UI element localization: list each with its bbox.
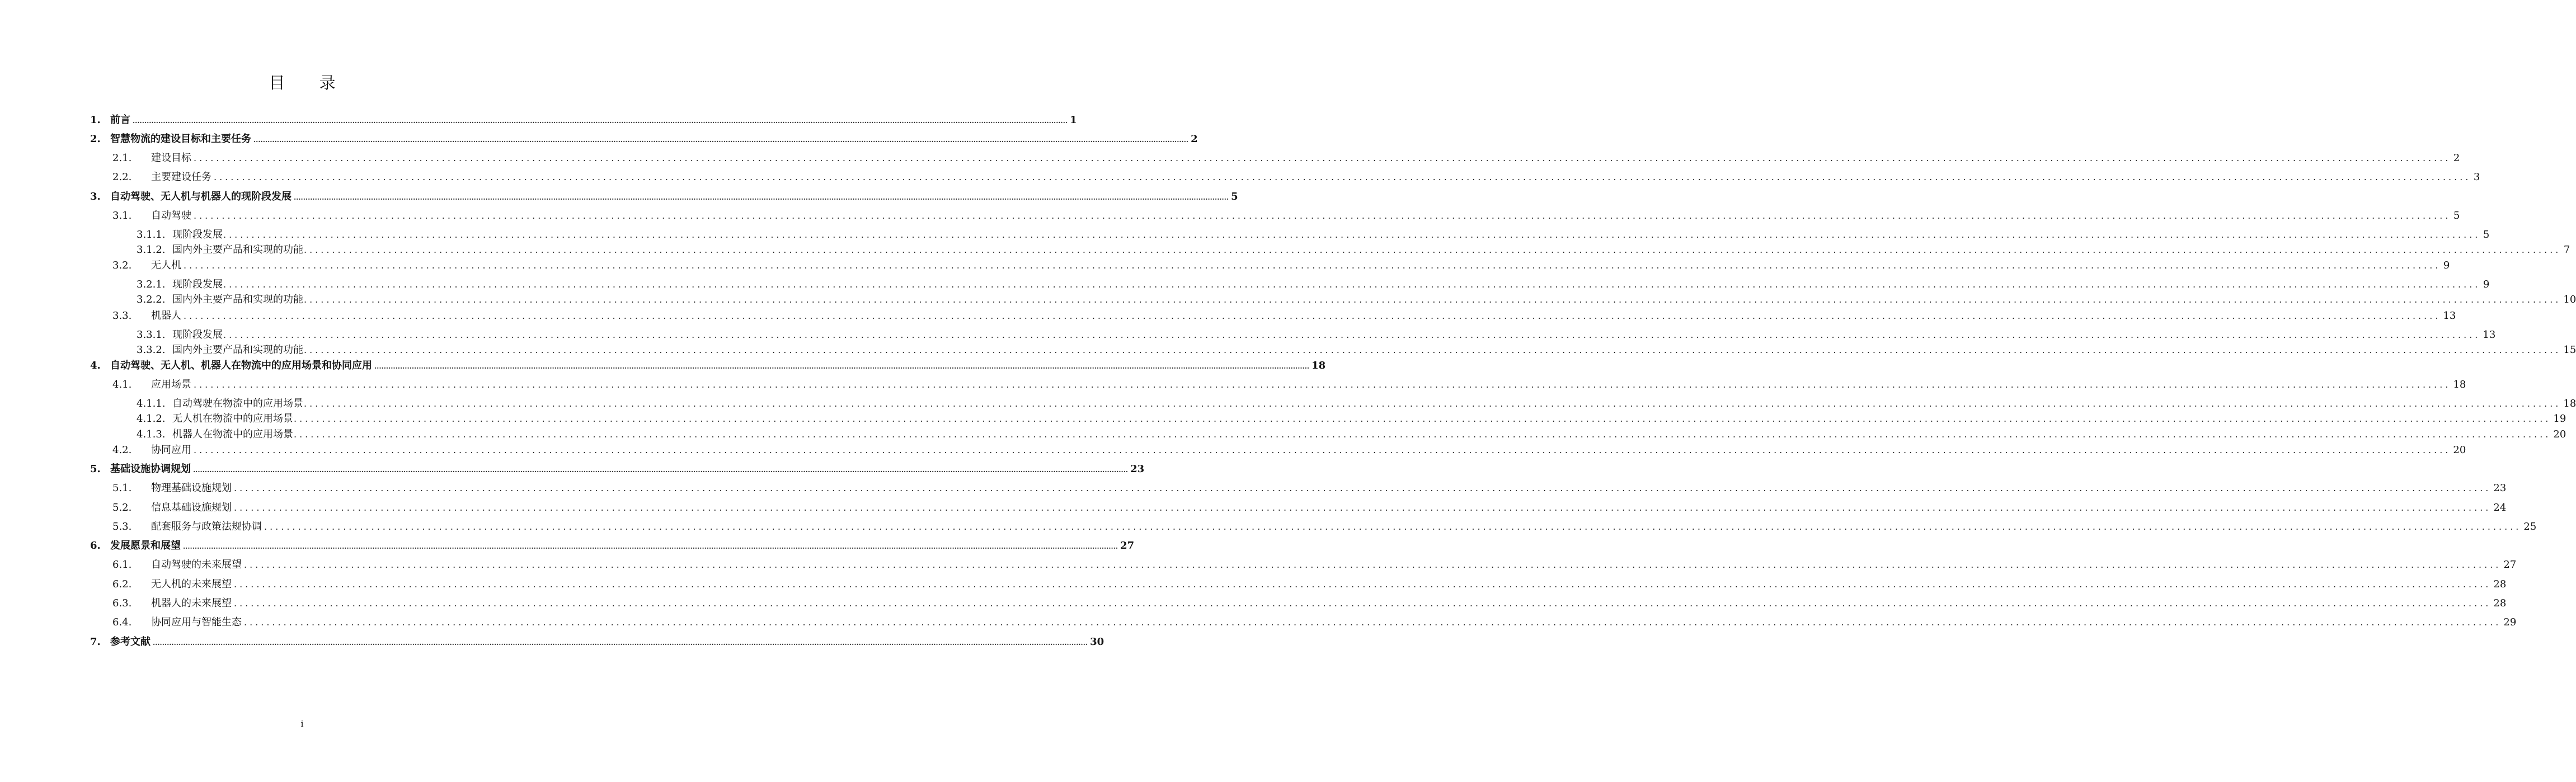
toc-entry-number: 6.1. [112,559,132,571]
toc-entry-title: 国内外主要产品和实现的功能 [172,244,303,256]
toc-entry[interactable] [137,291,2576,306]
toc-entry-number: 4.1.1. [137,398,166,409]
toc-entry-number: 3.2.1. [137,279,166,290]
toc-leader-dots: ................................................................................................................................................................................................................................................................................................................................................................................................................ [253,136,1189,144]
toc-entry[interactable] [112,169,2480,183]
toc-entry[interactable] [112,576,2507,591]
toc-entry-page: 15 [2563,344,2576,356]
toc-leader-dots: ................................................................................................................................................................................................................................................................................................................................................................................................................ [304,345,2561,355]
toc-entry-page: 30 [1090,636,1104,648]
toc-entry-title: 现阶段发展 [172,329,223,341]
toc-entry[interactable] [137,327,2496,341]
toc-entry[interactable] [112,376,2466,391]
toc-leader-dots: ................................................................................................................................................................................................................................................................................................................................................................................................................ [304,244,2561,255]
toc-entry-title: 前言 [110,114,130,126]
toc-leader-dots: ................................................................................................................................................................................................................................................................................................................................................................................................................ [294,413,2551,424]
toc-entry-title: 无人机的未来展望 [151,578,232,590]
toc-entry-title: 参考文献 [110,636,151,648]
toc-leader-dots: ................................................................................................................................................................................................................................................................................................................................................................................................................ [133,117,1068,125]
toc-entry-title: 机器人的未来展望 [151,597,232,609]
toc-entry-page: 24 [2493,502,2507,514]
toc-entry-page: 27 [1120,540,1135,552]
toc-entry-page: 19 [2553,413,2566,425]
toc-entry-page: 23 [1130,463,1145,475]
toc-entry[interactable] [137,242,2570,256]
toc-entry-page: 5 [1231,191,1238,202]
toc-entry[interactable] [90,189,1238,203]
toc-entry-page: 27 [2503,559,2517,571]
toc-entry-number: 3.2. [112,260,132,271]
toc-leader-dots: ................................................................................................................................................................................................................................................................................................................................................................................................................ [153,639,1088,647]
toc-entry-number: 5.1. [112,482,132,494]
toc-entry-page: 25 [2523,521,2537,533]
toc-entry-number: 6. [90,540,101,552]
toc-leader-dots: ................................................................................................................................................................................................................................................................................................................................................................................................................ [223,229,2481,240]
toc-entry-number: 5. [90,463,101,475]
toc-entry-page: 18 [2453,379,2466,390]
toc-entry[interactable] [112,480,2507,494]
toc-leader-dots: ................................................................................................................................................................................................................................................................................................................................................................................................................ [194,379,2451,390]
toc-entry-page: 9 [2443,260,2450,271]
toc-leader-dots: ................................................................................................................................................................................................................................................................................................................................................................................................................ [294,194,1229,201]
toc-entry[interactable] [90,538,1135,552]
toc-entry-number: 3.1.2. [137,244,166,256]
toc-entry-page: 7 [2563,244,2570,256]
toc-leader-dots: ................................................................................................................................................................................................................................................................................................................................................................................................................ [193,466,1129,474]
toc-entry[interactable] [112,519,2537,533]
toc-leader-dots: ................................................................................................................................................................................................................................................................................................................................................................................................................ [184,310,2441,321]
toc-entry-page: 20 [2453,444,2466,456]
toc-entry-number: 3.3.1. [137,329,166,341]
toc-entry-page: 28 [2493,597,2507,609]
toc-entry-number: 2.2. [112,171,132,183]
toc-entry-number: 6.4. [112,616,132,628]
toc-entry-page: 18 [2563,398,2576,409]
toc-leader-dots: ................................................................................................................................................................................................................................................................................................................................................................................................................ [234,598,2492,609]
page-number: i [300,719,304,729]
toc-entry-title: 基础设施协调规划 [110,463,191,475]
toc-leader-dots: ................................................................................................................................................................................................................................................................................................................................................................................................................ [264,521,2522,532]
toc-entry-title: 自动驾驶在物流中的应用场景 [172,398,303,409]
toc-entry-number: 5.3. [112,521,132,533]
toc-entry-title: 无人机 [151,260,181,271]
toc-entry-title: 现阶段发展 [172,279,223,290]
toc-entry-number: 4.1.3. [137,428,166,440]
toc-entry-page: 10 [2563,294,2576,305]
toc-entry-title: 机器人 [151,310,181,322]
toc-entry-title: 国内外主要产品和实现的功能 [172,294,303,305]
toc-entry[interactable] [112,500,2507,514]
toc-leader-dots: ................................................................................................................................................................................................................................................................................................................................................................................................................ [184,260,2441,271]
toc-entry[interactable] [137,276,2490,291]
toc-entry-page: 23 [2493,482,2507,494]
toc-entry-title: 自动驾驶、无人机、机器人在物流中的应用场景和协同应用 [110,360,372,371]
toc-entry-page: 2 [2453,152,2460,164]
toc-entry-number: 3. [90,191,101,202]
toc-entry-title: 自动驾驶、无人机与机器人的现阶段发展 [110,191,292,202]
toc-entry-number: 2. [90,133,101,145]
toc-entry-title: 协同应用 [151,444,191,456]
toc-leader-dots: ................................................................................................................................................................................................................................................................................................................................................................................................................ [234,579,2492,590]
toc-entry-title: 主要建设任务 [151,171,211,183]
toc-entry-number: 4. [90,360,101,371]
toc-entry-number: 6.2. [112,578,132,590]
toc-leader-dots: ................................................................................................................................................................................................................................................................................................................................................................................................................ [214,172,2471,182]
toc-leader-dots: ................................................................................................................................................................................................................................................................................................................................................................................................................ [304,294,2561,305]
toc-leader-dots: ................................................................................................................................................................................................................................................................................................................................................................................................................ [234,502,2492,513]
toc-entry[interactable] [112,557,2517,571]
toc-entry-number: 4.2. [112,444,132,456]
toc-entry[interactable] [90,461,1145,475]
toc-entry-page: 9 [2483,279,2490,290]
toc-entry-page: 2 [1191,133,1198,145]
toc-entry-number: 3.3.2. [137,344,166,356]
toc-entry-page: 28 [2493,578,2507,590]
toc-entry-title: 现阶段发展 [172,229,223,241]
toc-leader-dots: ................................................................................................................................................................................................................................................................................................................................................................................................................ [294,429,2551,440]
toc-entry-number: 7. [90,636,101,648]
toc-entry-title: 建设目标 [151,152,191,164]
toc-entry-page: 5 [2483,229,2490,241]
toc-entry-number: 3.3. [112,310,132,322]
toc-entry-title: 自动驾驶的未来展望 [151,559,242,571]
toc-entry-title: 配套服务与政策法规协调 [151,521,262,533]
toc-entry[interactable] [90,357,1326,372]
toc-leader-dots: ................................................................................................................................................................................................................................................................................................................................................................................................................ [223,279,2481,290]
toc-entry-number: 3.1.1. [137,229,166,241]
toc-entry-title: 国内外主要产品和实现的功能 [172,344,303,356]
toc-entry-page: 13 [2483,329,2496,341]
toc-entry-title: 智慧物流的建设目标和主要任务 [110,133,251,145]
toc-entry[interactable] [137,411,2566,425]
toc-entry[interactable] [112,208,2460,222]
toc-leader-dots: ................................................................................................................................................................................................................................................................................................................................................................................................................ [194,153,2451,163]
toc-entry-page: 29 [2503,616,2517,628]
toc-entry-title: 协同应用与智能生态 [151,616,242,628]
toc-entry-number: 3.2.2. [137,294,166,305]
toc-entry-title: 物理基础设施规划 [151,482,232,494]
toc-entry-number: 6.3. [112,597,132,609]
toc-leader-dots: ................................................................................................................................................................................................................................................................................................................................................................................................................ [234,483,2492,493]
toc-entry-number: 1. [90,114,101,126]
toc-entry[interactable] [137,227,2490,241]
toc-entry-page: 1 [1070,114,1077,126]
toc-entry[interactable] [112,308,2456,322]
toc-leader-dots: ................................................................................................................................................................................................................................................................................................................................................................................................................ [194,445,2451,455]
toc-entry-number: 4.1. [112,379,132,390]
toc-entry-title: 信息基础设施规划 [151,502,232,514]
toc-entry[interactable] [137,426,2566,441]
toc-entry[interactable] [137,342,2576,356]
toc-leader-dots: ................................................................................................................................................................................................................................................................................................................................................................................................................ [183,543,1118,550]
toc-entry-title: 自动驾驶 [151,210,191,222]
toc-leader-dots: ................................................................................................................................................................................................................................................................................................................................................................................................................ [194,210,2451,221]
toc-leader-dots: ................................................................................................................................................................................................................................................................................................................................................................................................................ [223,329,2481,340]
toc-entry[interactable] [137,395,2576,410]
toc-entry-page: 5 [2453,210,2460,222]
toc-entry-page: 3 [2473,171,2480,183]
toc-entry-title: 应用场景 [151,379,191,390]
toc-entry-number: 4.1.2. [137,413,166,425]
toc-entry-page: 20 [2553,428,2566,440]
toc-leader-dots: ................................................................................................................................................................................................................................................................................................................................................................................................................ [244,559,2502,570]
toc-entry[interactable] [112,614,2517,629]
toc-entry[interactable] [112,442,2466,456]
toc-entry-number: 2.1. [112,152,132,164]
toc-entry-title: 发展愿景和展望 [110,540,181,552]
toc-entry-number: 5.2. [112,502,132,514]
toc-entry-number: 3.1. [112,210,132,222]
toc-entry[interactable] [112,595,2507,610]
toc-entry-page: 13 [2443,310,2456,322]
toc-entry[interactable] [90,634,1104,648]
toc-entry[interactable] [90,112,1077,126]
toc-entry-title: 无人机在物流中的应用场景 [172,413,293,425]
toc-entry[interactable] [112,150,2460,164]
toc-entry[interactable] [112,257,2450,272]
toc-entry-page: 18 [1311,360,1326,371]
toc-entry[interactable] [90,131,1198,145]
toc-leader-dots: ................................................................................................................................................................................................................................................................................................................................................................................................................ [304,398,2561,409]
toc-leader-dots: ................................................................................................................................................................................................................................................................................................................................................................................................................ [374,362,1310,370]
page-title: 目 录 [269,73,350,92]
toc-entry-title: 机器人在物流中的应用场景 [172,428,293,440]
toc-leader-dots: ................................................................................................................................................................................................................................................................................................................................................................................................................ [244,617,2502,628]
